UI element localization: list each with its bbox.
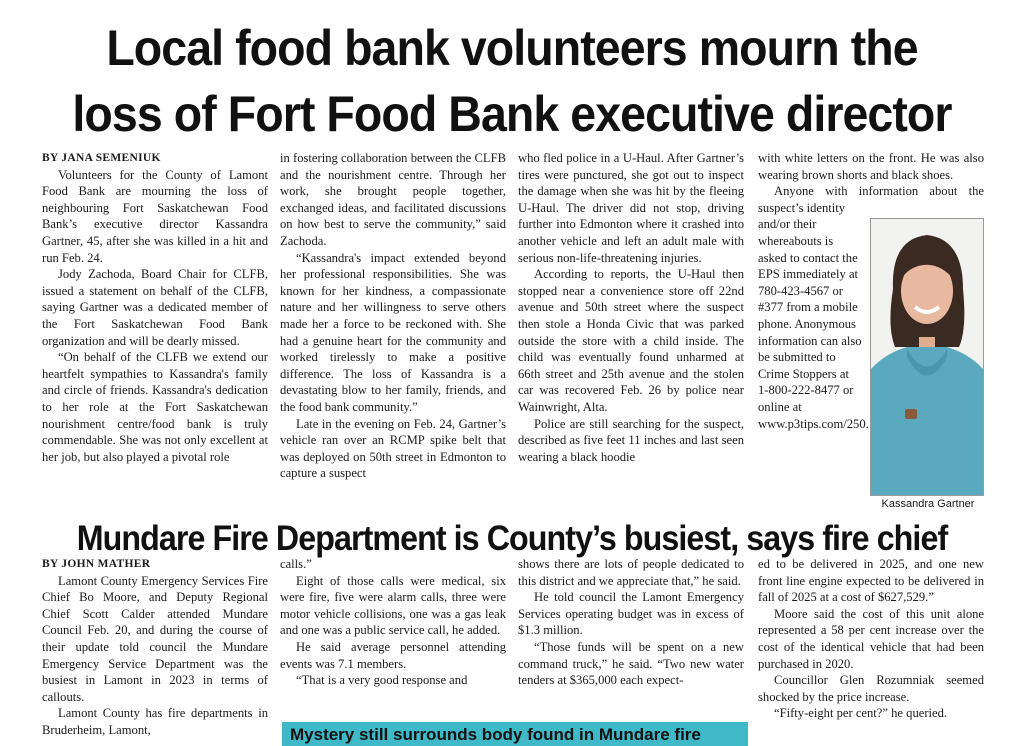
paragraph: calls.”	[280, 557, 312, 571]
article1-column-1	[42, 150, 268, 506]
paragraph: shows there are lots of people dedicated to this district and we appreciate that,” he said.	[518, 557, 744, 588]
article2-headline: Mundare Fire Department is County’s busiest, says fire chief	[76, 519, 948, 558]
paragraph: ed to be delivered in 2025, and one new front line engine expected to be delivered in fall of 2025 at a cost of $627,529.”	[758, 557, 984, 605]
teaser-headline[interactable]: Mystery still surrounds body found in Mundare fire	[282, 722, 748, 746]
paragraph: “That is a very good response and	[296, 673, 468, 688]
paragraph: Jody Zachoda, Board Chair for CLFB, issued a statement on behalf of the CLFB, saying Gartner was a dedicated member of the Fort Saskatchewan Food Bank organization and will be dearly missed.	[42, 267, 268, 348]
headline-line-2: loss of Fort Food Bank executive director	[72, 86, 952, 142]
article2-column-4	[758, 556, 984, 739]
paragraph-beside-photo: and/or their whereabouts is asked to contact the EPS immediately at 780-423-4567 or #377 from a mobile phone. Anonymous information can also be submitted to Crime Stoppers at 1-800-222-8477 or online at www.p3tips.com/250.	[758, 217, 869, 431]
paragraph: Anyone with information about the suspect’s identity	[758, 184, 984, 215]
paragraph: with white letters on the front. He was also wearing brown shorts and black shoes.	[758, 151, 984, 182]
paragraph: He said average personnel attending events was 7.1 members.	[280, 639, 506, 671]
paragraph: in fostering collaboration between the CLFB and the nourishment centre. Through her work, she brought people together, exchanged ideas, and facilitated discussions on how best to serve the community,” said Zachoda.	[280, 151, 506, 248]
paragraph: Police are still searching for the suspect, described as five feet 11 inches and last seen wearing a black hoodie	[518, 416, 744, 464]
paragraph: “Kassandra's impact extended beyond her professional responsibilities. She was known for her kindness, a compassionate nature and her willingness to serve others made her a force to be reckoned with. She had a genuine heart for the community and worked tirelessly to make a positive difference. The loss of Kassandra is a devastating blow to her family, friends, and the food bank community.”	[280, 250, 506, 414]
headline-line-1: Local food bank volunteers mourn the	[106, 20, 918, 76]
byline: BY JANA SEMENIUK	[42, 152, 161, 164]
article2-column-1	[42, 556, 268, 739]
paragraph: who fled police in a U-Haul. After Gartner’s tires were punctured, she got out to inspect the damage when she was hit by the fleeing U-Haul. The driver did not stop, driving further into Edmonton where it crashed into another vehicle and left an adult male with serious non-life-threatening injuries.	[518, 151, 744, 265]
byline: BY JOHN MATHER	[42, 558, 151, 570]
paragraph: According to reports, the U-Haul then stopped near a convenience store off 22nd avenue and 50th street where the suspect then stole a Honda Civic that was parked outside the store with a child inside. The child was eventually found unharmed at 66th street and 25th avenue and the stolen car was recovered Feb. 26 by police near Wainwright, Alta.	[518, 267, 744, 414]
paragraph: “Those funds will be spent on a new command truck,” he said. “Two new water tenders at $365,000 each expect-	[518, 639, 744, 688]
paragraph: “On behalf of the CLFB we extend our heartfelt sympathies to Kassandra's family and circle of friends. Kassandra's dedication to her role at the Fort Saskatchewan nourishment centre/food bank is truly commendable. She was not only excellent at her job, but also played a pivotal role	[42, 350, 268, 464]
paragraph: Late in the evening on Feb. 24, Gartner’s vehicle ran over an RCMP spike belt that was deployed on 50th street in Edmonton to capture a suspect	[280, 416, 506, 481]
paragraph: Councillor Glen Rozumniak seemed shocked by the price increase.	[758, 673, 984, 704]
paragraph: Moore said the cost of this unit alone represented a 58 per cent increase over the cost of the identical vehicle that had been purchased in 2020.	[758, 606, 984, 671]
kassandra-gartner-photo	[870, 218, 984, 496]
paragraph: Volunteers for the County of Lamont Food Bank are mourning the loss of neighbouring Fort Saskatchewan Food Bank’s executive director Kassandra Gartner, 45, after she was killed in a hit and run Feb. 24.	[42, 167, 268, 265]
paragraph: He told council the Lamont Emergency Services operating budget was in excess of $1.3 million.	[518, 590, 744, 638]
article2-column-3	[518, 556, 744, 739]
photo-caption: Kassandra Gartner	[881, 498, 975, 510]
paragraph: “Fifty-eight per cent?” he queried.	[774, 706, 948, 721]
paragraph: Lamont County Emergency Services Fire Chief Bo Moore, and Deputy Regional Chief Scott Calder attended Mundare Council Feb. 20, and during the course of their update told council the Mundare Emergency Service Department was the busiest in Lamont in 2023 in terms of callouts.	[42, 573, 268, 704]
article1-column-2	[280, 150, 506, 506]
article1-column-3	[518, 150, 744, 506]
paragraph: Lamont County has fire departments in Bruderheim, Lamont,	[42, 706, 268, 737]
paragraph: Eight of those calls were medical, six were fire, five were alarm calls, three were motor vehicle collisions, one was a gas leak and one was a public service call, he added.	[280, 573, 506, 638]
article2-column-2	[280, 556, 506, 739]
